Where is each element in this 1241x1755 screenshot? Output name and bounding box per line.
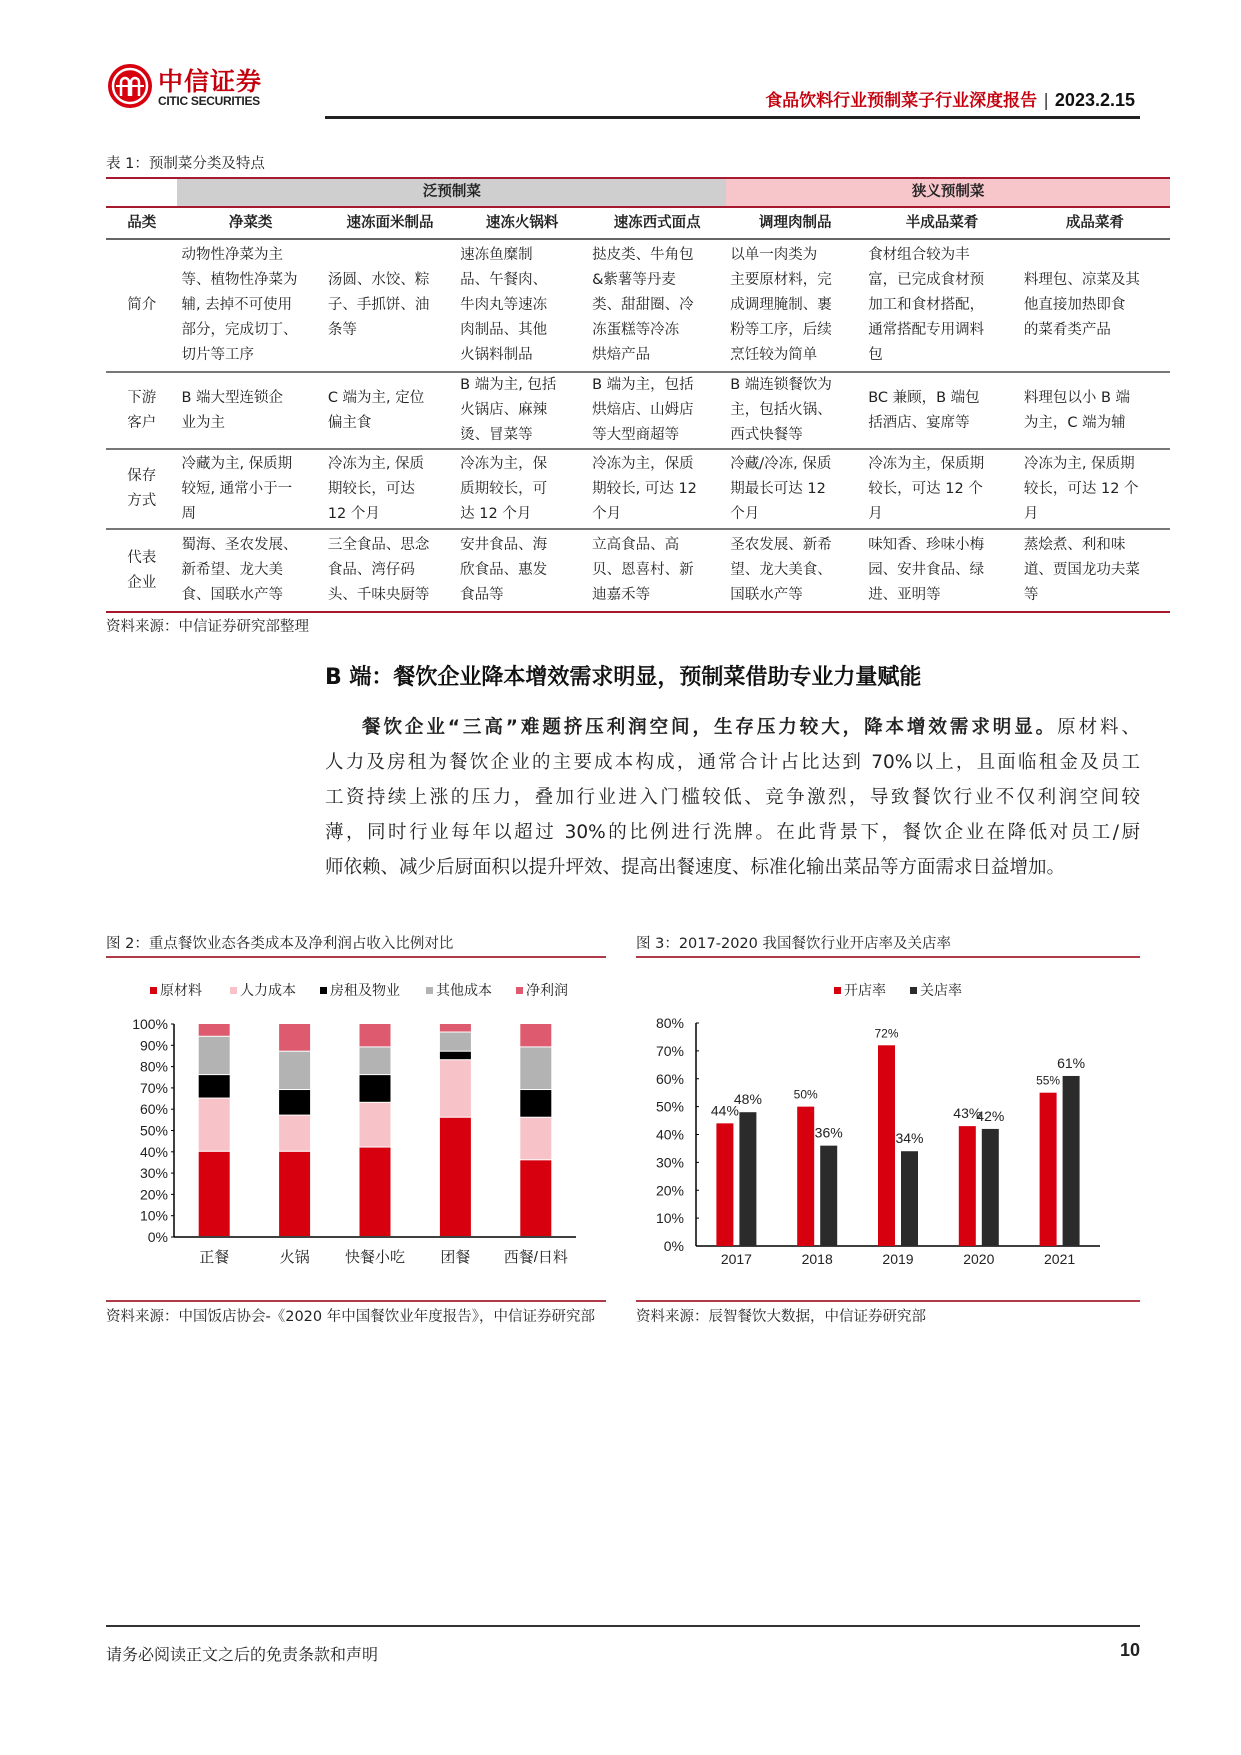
table-cell <box>456 529 588 612</box>
cell-line: 部分，完成切丁、 <box>181 322 298 338</box>
group-narrow-prepared: 狭义预制菜 <box>726 178 1170 207</box>
x-tick-label: 2021 <box>1044 1251 1076 1267</box>
paragraph-line: 人力及房租为餐饮企业的主要成本构成，通常合计占比达到 70%以上，且面临租金及员工 <box>325 752 1140 773</box>
cell-line: 括酒店、宴席等 <box>868 414 970 431</box>
cell-line: 贝、恩喜村、新 <box>592 562 694 578</box>
y-tick-label: 30% <box>139 1165 168 1182</box>
bar-segment <box>360 1024 391 1046</box>
cell-line: 粉等工序，后续 <box>730 322 832 338</box>
y-tick-label: 80% <box>139 1058 168 1075</box>
bar-segment <box>199 1075 230 1097</box>
column-header: 调理肉制品 <box>726 207 864 239</box>
table-group-row <box>106 178 1170 207</box>
table-cell <box>324 372 456 449</box>
figure3-caption: 图 3：2017-2020 我国餐饮行业开店率及关店率 <box>636 932 1140 958</box>
y-tick-label: 10% <box>655 1210 684 1227</box>
bar <box>716 1123 733 1246</box>
paragraph-lead: 餐饮企业“三高”难题挤压利润空间，生存压力较大，降本增效需求明显。 <box>362 717 1058 738</box>
cell-line: 富，已完成食材预 <box>868 272 985 288</box>
data-label: 55% <box>1036 1073 1061 1088</box>
legend-swatch-2 <box>320 987 327 994</box>
cell-line: 质期较长，可 <box>460 480 548 497</box>
figure2-source: 资料来源：中国饭店协会-《2020 年中国餐饮业年度报告》，中信证券研究部 <box>106 1309 595 1325</box>
bar-segment <box>520 1160 551 1236</box>
cell-line: B 端大型连锁企 <box>181 389 284 406</box>
legend-label: 其他成本 <box>436 982 492 998</box>
row-label-line: 客户 <box>127 414 157 431</box>
data-label: 36% <box>814 1124 843 1141</box>
y-tick-label: 70% <box>655 1042 684 1059</box>
data-label: 44% <box>710 1102 739 1119</box>
cell-line: 冷冻为主, 保质期 <box>1023 455 1135 472</box>
bar-segment <box>520 1047 551 1089</box>
cell-line: 食品、湾仔码 <box>327 562 415 578</box>
cell-line: 烫、冒菜等 <box>460 427 533 443</box>
table-cell <box>588 372 726 449</box>
row-label-line: 保存 <box>127 468 157 484</box>
row-label <box>106 449 177 529</box>
cell-line: B 端为主，包括 <box>592 377 694 393</box>
table-cell <box>456 239 588 372</box>
legend-label: 净利润 <box>526 982 568 998</box>
bar-segment <box>279 1116 310 1151</box>
cell-line: 汤圆、水饺、粽 <box>327 272 430 288</box>
table-cell <box>324 449 456 529</box>
cell-line: 食品等 <box>460 587 504 603</box>
table-cell <box>864 449 1020 529</box>
bar-segment <box>279 1024 310 1051</box>
data-label: 50% <box>793 1087 818 1102</box>
x-tick-label: 团餐 <box>440 1249 471 1266</box>
figure3-grouped-bar-chart <box>636 965 1140 1295</box>
y-tick-label: 0% <box>147 1229 168 1245</box>
cell-line: 冷藏为主, 保质期 <box>181 455 293 472</box>
column-header-category: 品类 <box>106 207 177 239</box>
cell-line: 迪嘉禾等 <box>592 587 651 603</box>
y-tick-label: 70% <box>139 1079 168 1096</box>
cell-line: 火锅料制品 <box>460 347 533 363</box>
bar-segment <box>199 1037 230 1074</box>
x-tick-label: 火锅 <box>279 1249 310 1266</box>
cell-line: 主要原材料，完 <box>730 272 832 288</box>
bar <box>739 1112 756 1246</box>
cell-line: 个月 <box>730 505 760 522</box>
table-source: 资料来源：中信证券研究部整理 <box>106 619 309 635</box>
cell-line: 肉制品、其他 <box>460 322 548 338</box>
table-cell <box>177 239 323 372</box>
bar-segment <box>440 1052 471 1060</box>
paragraph-line: 薄，同时行业每年以超过 30%的比例进行洗牌。在此背景下，餐饮企业在降低对员工/厨 <box>325 822 1140 843</box>
row-label-line: 企业 <box>127 574 157 591</box>
figure3-source-divider <box>636 1300 1140 1302</box>
bar-segment <box>279 1152 310 1236</box>
logo-chinese-name: 中信证券 <box>158 67 263 96</box>
cell-line: 新希望、龙大美 <box>181 562 283 578</box>
table-cell <box>177 372 323 449</box>
bar <box>901 1151 918 1246</box>
y-tick-label: 40% <box>655 1126 684 1143</box>
bar <box>982 1129 999 1246</box>
cell-line: 个月 <box>592 505 622 522</box>
y-tick-label: 20% <box>139 1186 168 1203</box>
cell-line: 味知香、珍味小梅 <box>868 537 985 553</box>
y-tick-label: 10% <box>139 1207 168 1224</box>
cell-line: 圣农发展、新希 <box>730 537 832 553</box>
cell-line: 安井食品、海 <box>460 537 548 553</box>
figure2-source-divider <box>106 1300 606 1302</box>
cell-line: 12 个月 <box>327 505 380 522</box>
group-broad-prepared: 泛预制菜 <box>177 178 726 207</box>
cell-line: 达 12 个月 <box>460 505 532 522</box>
cell-line: 以单一肉类为 <box>730 247 818 263</box>
bar-segment <box>360 1075 391 1102</box>
bar-segment <box>360 1047 391 1074</box>
cell-line: 动物性净菜为主 <box>181 247 283 263</box>
cell-line: 冷冻为主，保质 <box>592 455 694 472</box>
table-cell <box>324 529 456 612</box>
report-title: 食品饮料行业预制菜子行业深度报告 <box>765 91 1038 111</box>
table-cell <box>1020 372 1170 449</box>
legend-label: 关店率 <box>920 982 962 998</box>
table-cell <box>726 529 864 612</box>
legend-swatch-0 <box>150 987 157 994</box>
cell-line: 头、千味央厨等 <box>327 587 430 603</box>
cell-line: 蒸烩煮、利和味 <box>1023 537 1126 553</box>
cell-line: 料理包以小 B 端 <box>1023 389 1131 406</box>
cell-line: 主，包括火锅、 <box>730 402 832 418</box>
cell-line: 食、国联水产等 <box>181 587 283 603</box>
cell-line: 望、龙大美食、 <box>730 562 832 578</box>
legend-swatch-4 <box>516 987 523 994</box>
bar <box>820 1146 837 1246</box>
cell-line: 烹饪较为简单 <box>730 347 818 363</box>
cell-line: 他直接加热即食 <box>1023 297 1126 313</box>
cell-line: 等 <box>1023 587 1039 603</box>
cell-line: 品、午餐肉、 <box>460 272 548 288</box>
table-cell <box>864 372 1020 449</box>
table-row <box>106 372 1170 449</box>
legend-label: 房租及物业 <box>330 982 400 998</box>
cell-line: 包 <box>868 347 883 363</box>
paragraph-line <box>325 710 1140 745</box>
cell-line: 蜀海、圣农发展、 <box>181 537 298 553</box>
cell-line: B 端为主, 包括 <box>460 377 557 393</box>
row-label-line: 方式 <box>127 493 157 509</box>
row-label-line: 下游 <box>127 389 157 406</box>
cell-line: 期较长，可达 <box>327 480 415 497</box>
cell-line: BC 兼顾，B 端包 <box>868 389 980 406</box>
table-cell <box>177 449 323 529</box>
cell-line: 辅, 去掉不可使用 <box>181 297 293 313</box>
table-cell <box>726 449 864 529</box>
x-tick-label: 西餐/日料 <box>503 1249 568 1266</box>
data-label: 43% <box>953 1105 982 1122</box>
footer-divider <box>106 1625 1140 1627</box>
bar-segment <box>440 1024 471 1032</box>
column-header: 速冻西式面点 <box>588 207 726 239</box>
bar-segment <box>360 1103 391 1147</box>
table-cell <box>588 449 726 529</box>
citic-logo-mark-icon <box>108 64 152 108</box>
cell-line: C 端为主, 定位 <box>327 389 425 406</box>
paragraph-line: 工资持续上涨的压力，叠加行业进入门槛较低、竞争激烈，导致餐饮行业不仅利润空间较 <box>325 787 1140 808</box>
cell-line: 成调理腌制、裹 <box>730 297 832 313</box>
cell-line: 道、贾国龙功夫菜 <box>1023 562 1140 578</box>
x-tick-label: 正餐 <box>199 1249 230 1266</box>
cell-line: 较短, 通常小于一 <box>181 480 293 497</box>
cell-line: 条等 <box>327 322 357 338</box>
bar-segment <box>440 1060 471 1117</box>
bar-segment <box>520 1118 551 1160</box>
column-header: 速冻火锅料 <box>456 207 588 239</box>
legend-swatch-1 <box>230 987 237 994</box>
bar-segment <box>440 1033 471 1051</box>
cell-line: 期较长, 可达 12 <box>592 480 697 497</box>
cell-line: 月 <box>868 505 883 522</box>
x-tick-label: 2020 <box>963 1251 995 1267</box>
cell-line: 冷冻为主，保质期 <box>868 455 985 472</box>
report-header <box>765 86 1135 111</box>
cell-line: 冻蛋糕等冷冻 <box>592 322 680 338</box>
cell-line: 期最长可达 12 <box>730 480 826 497</box>
table-row <box>106 449 1170 529</box>
cell-line: 通常搭配专用调料 <box>868 322 985 338</box>
cell-line: 月 <box>1023 505 1039 522</box>
table-cell <box>1020 449 1170 529</box>
table-cell <box>726 239 864 372</box>
cell-line: 的菜肴类产品 <box>1023 322 1111 338</box>
figure2-caption: 图 2：重点餐饮业态各类成本及净利润占收入比例对比 <box>106 932 606 958</box>
table-header-row <box>106 207 1170 239</box>
cell-line: 火锅店、麻辣 <box>460 402 548 418</box>
legend-label: 开店率 <box>844 982 886 998</box>
cell-line: 业为主 <box>181 414 225 431</box>
y-tick-label: 80% <box>655 1015 684 1031</box>
bar-segment <box>520 1024 551 1046</box>
y-tick-label: 0% <box>663 1238 684 1254</box>
table-cell <box>1020 239 1170 372</box>
y-tick-label: 50% <box>655 1098 684 1115</box>
table-cell <box>588 239 726 372</box>
bar-segment <box>199 1152 230 1236</box>
paragraph-line: 师依赖、减少后厨面积以提升坪效、提高出餐速度、标准化输出菜品等方面需求日益增加。 <box>325 857 1066 878</box>
figure3-source: 资料来源：辰智餐饮大数据，中信证券研究部 <box>636 1309 926 1325</box>
bar <box>797 1107 814 1246</box>
table-cell <box>726 372 864 449</box>
cell-line: 偏主食 <box>327 414 372 431</box>
legend-swatch-1 <box>910 987 917 994</box>
bar-segment <box>279 1090 310 1115</box>
cell-line: &紫薯等丹麦 <box>592 272 676 288</box>
cell-line: 加工和食材搭配， <box>868 297 985 313</box>
group-blank-cell <box>106 178 177 207</box>
row-label <box>106 529 177 612</box>
cell-line: 欣食品、惠发 <box>460 562 548 578</box>
report-date: 2023.2.15 <box>1054 90 1135 110</box>
cell-line: 西式快餐等 <box>730 427 803 443</box>
data-label: 34% <box>895 1130 924 1147</box>
legend-swatch-3 <box>426 987 433 994</box>
cell-line: 国联水产等 <box>730 587 803 603</box>
cell-line: 立高食品、高 <box>592 537 680 553</box>
bar-segment <box>360 1148 391 1236</box>
column-header: 净菜类 <box>177 207 323 239</box>
data-label: 48% <box>733 1091 762 1108</box>
y-tick-label: 50% <box>139 1122 168 1139</box>
section-heading: B 端：餐饮企业降本增效需求明显，预制菜借助专业力量赋能 <box>325 665 922 690</box>
logo-english-name: CITIC SECURITIES <box>158 94 260 108</box>
x-tick-label: 2019 <box>882 1251 914 1267</box>
y-tick-label: 60% <box>139 1101 168 1118</box>
cell-line: 冷冻为主, 保质 <box>327 455 425 472</box>
cell-line: 较长，可达 12 个 <box>1023 480 1139 497</box>
row-label-line: 代表 <box>127 549 157 566</box>
cell-line: 为主，C 端为辅 <box>1023 414 1126 431</box>
legend-swatch-0 <box>834 987 841 994</box>
column-header: 半成品菜肴 <box>864 207 1020 239</box>
cell-line: 烘焙店、山姆店 <box>592 402 694 418</box>
header-divider <box>325 116 1140 119</box>
table-cell <box>588 529 726 612</box>
header-separator: | <box>1043 91 1049 111</box>
x-tick-label: 快餐小吃 <box>344 1249 406 1266</box>
table-row <box>106 239 1170 372</box>
column-header: 成品菜肴 <box>1020 207 1170 239</box>
row-label-line: 简介 <box>127 297 157 313</box>
cell-line: 等、植物性净菜为 <box>181 272 298 288</box>
cell-line: 料理包、凉菜及其 <box>1023 272 1140 288</box>
table-cell <box>456 449 588 529</box>
y-tick-label: 100% <box>132 1016 168 1032</box>
legend-label: 原材料 <box>160 982 202 998</box>
cell-line: 速冻鱼糜制 <box>460 247 533 263</box>
bar-segment <box>199 1024 230 1036</box>
cell-line: 冷藏/冷冻, 保质 <box>730 455 832 472</box>
cell-line: 烘焙产品 <box>592 347 651 363</box>
data-label: 61% <box>1057 1054 1086 1071</box>
cell-line: 子、手抓饼、油 <box>327 297 430 313</box>
y-tick-label: 40% <box>139 1143 168 1160</box>
bar <box>1063 1076 1080 1246</box>
data-label: 42% <box>976 1107 1005 1124</box>
cell-line: 牛肉丸等速冻 <box>460 297 548 313</box>
cell-line: B 端连锁餐饮为 <box>730 377 832 393</box>
cell-line: 较长，可达 12 个 <box>868 480 983 497</box>
column-header: 速冻面米制品 <box>324 207 456 239</box>
bar-segment <box>199 1099 230 1151</box>
cell-line: 等大型商超等 <box>592 427 680 443</box>
y-tick-label: 60% <box>655 1070 684 1087</box>
row-label <box>106 372 177 449</box>
body-paragraph <box>325 710 1140 885</box>
cell-line: 园、安井食品、绿 <box>868 562 985 578</box>
cell-line: 挞皮类、牛角包 <box>592 247 694 263</box>
cell-line: 冷冻为主，保 <box>460 455 548 472</box>
cell-line: 切片等工序 <box>181 347 254 363</box>
page-number: 10 <box>1119 1640 1140 1660</box>
y-tick-label: 90% <box>139 1037 168 1054</box>
table-row <box>106 529 1170 612</box>
citic-logo <box>108 62 278 112</box>
table-cell <box>324 239 456 372</box>
footer-disclaimer: 请务必阅读正文之后的免责条款和声明 <box>106 1645 379 1664</box>
data-label: 72% <box>874 1026 899 1041</box>
table-caption: 表 1：预制菜分类及特点 <box>106 156 265 172</box>
x-tick-label: 2018 <box>801 1251 833 1267</box>
table-cell <box>456 372 588 449</box>
bar-segment <box>279 1052 310 1089</box>
legend-label: 人力成本 <box>240 982 296 998</box>
cell-line: 食材组合较为丰 <box>868 247 970 263</box>
prepared-dishes-table <box>106 177 1170 613</box>
figure2-stacked-bar-chart <box>106 965 606 1295</box>
table-cell <box>864 239 1020 372</box>
bar-segment <box>520 1090 551 1117</box>
cell-line: 类、甜甜圈、冷 <box>592 297 694 313</box>
cell-line: 周 <box>181 505 196 522</box>
cell-line: 三全食品、思念 <box>327 537 430 553</box>
row-label <box>106 239 177 372</box>
cell-line: 进、亚明等 <box>868 587 941 603</box>
y-tick-label: 30% <box>655 1154 684 1171</box>
paragraph-line-text: 原材料、 <box>1057 717 1140 738</box>
x-tick-label: 2017 <box>720 1251 752 1267</box>
bar <box>959 1126 976 1246</box>
y-tick-label: 20% <box>655 1182 684 1199</box>
bar-segment <box>440 1118 471 1236</box>
bar <box>878 1045 895 1246</box>
table-cell <box>177 529 323 612</box>
table-cell <box>864 529 1020 612</box>
table-cell <box>1020 529 1170 612</box>
bar <box>1040 1093 1057 1246</box>
